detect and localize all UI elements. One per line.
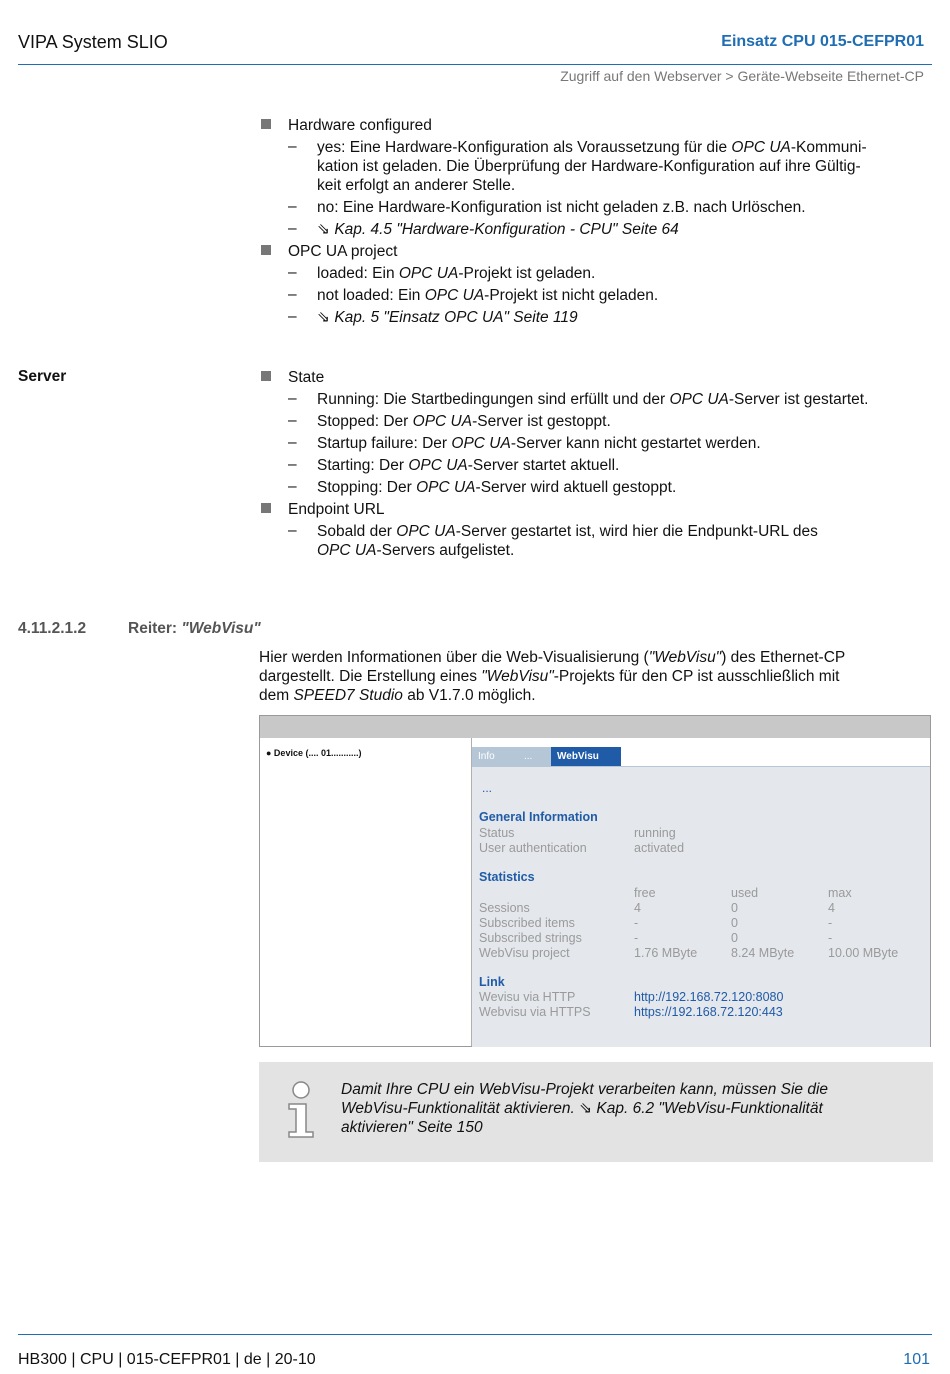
chapter-title: Einsatz CPU 015-CEFPR01 bbox=[721, 33, 924, 50]
hw-reference-link[interactable]: ⇘ Kap. 4.5 "Hardware-Konfiguration - CPU" Seite 64 bbox=[317, 221, 679, 238]
section-title: Reiter: "WebVisu" bbox=[128, 620, 261, 637]
intro-paragraph: Hier werden Informationen über die Web-Visualisierung ("WebVisu") des Ethernet-CP dargestellt. Die Erstellung eines "WebVisu"-Projekts für den CP ist ausschließlich mit dem SPEED7 Studio ab V1.7.0 möglich. bbox=[259, 649, 846, 704]
status-value: running bbox=[634, 826, 676, 840]
dash-icon: – bbox=[288, 522, 297, 539]
section-number: 4.11.2.1.2 bbox=[18, 620, 87, 637]
link-heading: Link bbox=[479, 975, 505, 989]
tab-more[interactable]: ... bbox=[510, 747, 551, 766]
dash-icon: – bbox=[288, 220, 297, 237]
bullet-icon bbox=[261, 245, 271, 255]
dash-icon: – bbox=[288, 412, 297, 429]
bullet-icon bbox=[261, 119, 271, 129]
stat-free: - bbox=[634, 931, 639, 945]
hw-no-text: no: Eine Hardware-Konfiguration ist nicht geladen z.B. nach Urlöschen. bbox=[317, 199, 806, 216]
breadcrumb: Zugriff auf den Webserver > Geräte-Webseite Ethernet-CP bbox=[560, 68, 924, 84]
state-stopping-text: Stopping: Der OPC UA-Server wird aktuell gestoppt. bbox=[317, 479, 677, 496]
opc-notloaded-text: not loaded: Ein OPC UA-Projekt ist nicht geladen. bbox=[317, 287, 659, 304]
http-url-link[interactable]: http://192.168.72.120:8080 bbox=[634, 990, 784, 1004]
dash-icon: – bbox=[288, 478, 297, 495]
stat-row-label: Subscribed items bbox=[479, 916, 575, 930]
col-free-header: free bbox=[634, 886, 656, 900]
dash-icon: – bbox=[288, 456, 297, 473]
stat-max: 4 bbox=[828, 901, 835, 915]
hw-title: Hardware configured bbox=[288, 117, 432, 134]
stat-row-label: Sessions bbox=[479, 901, 530, 915]
webvisu-panel bbox=[472, 766, 930, 1047]
note-text: Damit Ihre CPU ein WebVisu-Projekt verarbeiten kann, müssen Sie die WebVisu-Funktionalität aktivieren. ⇘ Kap. 6.2 "WebVisu-Funktionalität aktivieren" Seite 150 bbox=[341, 1081, 829, 1136]
header-divider bbox=[18, 64, 932, 65]
statistics-heading: Statistics bbox=[479, 870, 535, 884]
https-label: Webvisu via HTTPS bbox=[479, 1005, 591, 1019]
stat-row-label: WebVisu project bbox=[479, 946, 570, 960]
hw-yes-text: yes: Eine Hardware-Konfiguration als Voraussetzung für die OPC UA-Kommuni- kation ist geladen. Die Überprüfung der Hardware-Konfiguration auf ihre Gültig- keit erfolgt an anderer Stelle. bbox=[317, 139, 867, 194]
device-tree-item[interactable]: ● Device (.... 01...........) bbox=[266, 748, 362, 758]
opc-loaded-text: loaded: Ein OPC UA-Projekt ist geladen. bbox=[317, 265, 596, 282]
stat-used: 0 bbox=[731, 916, 738, 930]
note-reference-link[interactable]: ⇘ Kap. 6.2 "WebVisu-Funktionalität aktivieren" Seite 150 bbox=[341, 1100, 823, 1136]
dash-icon: – bbox=[288, 286, 297, 303]
server-label: Server bbox=[18, 368, 67, 385]
stat-used: 0 bbox=[731, 901, 738, 915]
https-url-link[interactable]: https://192.168.72.120:443 bbox=[634, 1005, 783, 1019]
page-number: 101 bbox=[903, 1351, 930, 1368]
tab-webvisu[interactable]: WebVisu bbox=[551, 747, 621, 766]
dash-icon: – bbox=[288, 308, 297, 325]
stat-used: 0 bbox=[731, 931, 738, 945]
info-note bbox=[259, 1062, 933, 1162]
col-used-header: used bbox=[731, 886, 759, 900]
auth-value: activated bbox=[634, 841, 685, 855]
dash-icon: – bbox=[288, 434, 297, 451]
stat-used: 8.24 MByte bbox=[731, 946, 795, 960]
stat-max: 10.00 MByte bbox=[828, 946, 899, 960]
stat-row-label: Subscribed strings bbox=[479, 931, 582, 945]
state-stopped-text: Stopped: Der OPC UA-Server ist gestoppt. bbox=[317, 413, 611, 430]
dash-icon: – bbox=[288, 390, 297, 407]
screenshot-toolbar bbox=[260, 716, 930, 738]
bullet-icon bbox=[261, 503, 271, 513]
tab-info[interactable]: Info bbox=[472, 747, 510, 766]
auth-label: User authentication bbox=[479, 841, 587, 855]
webvisu-screenshot bbox=[259, 715, 931, 1047]
endpoint-text: Sobald der OPC UA-Server gestartet ist, wird hier die Endpunkt-URL des OPC UA-Servers aufgelistet. bbox=[317, 523, 818, 559]
device-tree bbox=[260, 738, 472, 1046]
dash-icon: – bbox=[288, 198, 297, 215]
panel-ellipsis: ... bbox=[482, 781, 493, 795]
http-label: Wevisu via HTTP bbox=[479, 990, 576, 1004]
reference-arrow-icon: ⇘ bbox=[317, 309, 330, 326]
endpoint-title: Endpoint URL bbox=[288, 501, 385, 518]
footer-divider bbox=[18, 1334, 932, 1335]
opc-title: OPC UA project bbox=[288, 243, 398, 260]
bullet-icon bbox=[261, 371, 271, 381]
header-title: VIPA System SLIO bbox=[18, 32, 168, 52]
reference-arrow-icon: ⇘ bbox=[317, 221, 330, 238]
info-icon bbox=[284, 1080, 318, 1145]
footer-doc-info: HB300 | CPU | 015-CEFPR01 | de | 20-10 bbox=[18, 1351, 316, 1368]
state-starting-text: Starting: Der OPC UA-Server startet aktuell. bbox=[317, 457, 620, 474]
stat-free: - bbox=[634, 916, 639, 930]
stat-free: 1.76 MByte bbox=[634, 946, 698, 960]
col-max-header: max bbox=[828, 886, 852, 900]
opc-reference-link[interactable]: ⇘ Kap. 5 "Einsatz OPC UA" Seite 119 bbox=[317, 309, 578, 326]
reference-arrow-icon: ⇘ bbox=[579, 1100, 593, 1117]
state-failure-text: Startup failure: Der OPC UA-Server kann nicht gestartet werden. bbox=[317, 435, 761, 452]
state-title: State bbox=[288, 369, 325, 386]
stat-max: - bbox=[828, 916, 833, 930]
dash-icon: – bbox=[288, 138, 297, 155]
state-running-text: Running: Die Startbedingungen sind erfüllt und der OPC UA-Server ist gestartet. bbox=[317, 391, 869, 408]
status-label: Status bbox=[479, 826, 515, 840]
stat-free: 4 bbox=[634, 901, 641, 915]
dash-icon: – bbox=[288, 264, 297, 281]
stat-max: - bbox=[828, 931, 833, 945]
general-info-heading: General Information bbox=[479, 810, 598, 824]
